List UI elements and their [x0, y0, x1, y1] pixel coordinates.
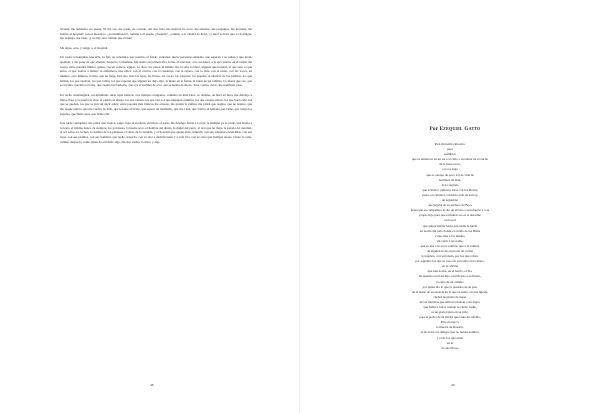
poem-line: la cuna de un camino — [436, 279, 464, 284]
poem-line: Para un barco, — [440, 320, 460, 325]
left-page-body — [60, 27, 252, 385]
poem-line: Para mi hermo Rosario, — [434, 142, 466, 146]
page-number-left: 48 — [150, 383, 154, 387]
paragraph: Un rostro rectangular, una silla, su filo, su cobertura, tres puertas, al fondo, ventanas, nueve personas sentadas, que esperan y se callan y que giran, apuntan, y sin parar de que abunda, despacio, la mañana. Me siento en primera fila, frente al televisor, a la corredera, a la otra puerta, en el centro del rostro, entre paredes mimos, grises, crecen colores, agujas. Lo abro, los pasos, el mismo día, la sala, la barra, alguien que bosteza, el que sale, el que entra, el que vuelve a llamar; la enfermera, una chica, con el carrito, con el cuaderno, con la espera, con la lista, con el turno, con las voces, un número, otro número, el mío, que no llega. Del otro lado las rejas, las llaves, las voces, las carpetas, los papeles, el silencio de los pasillos, los que firman, los que cuentan, los que callan, los que esperan que alguien les diga algo, la mano en la frente, la bolsa en las rodillas, la cabeza que cae, que se levanta, que mira el reloj, que cuenta las baldosas, que oye el nombre de otro, que se sienta de nuevo. Tres, cuatro, cinco, me nombran, paso. — [60, 55, 252, 88]
poem-line: que es una voz en la sombra, que a la sombra — [420, 243, 480, 248]
poem-line: un argentino — [441, 198, 459, 203]
page-number-right: 49 — [451, 383, 455, 387]
poem-line: que una noche, en el barrio, el día, — [427, 269, 473, 274]
poem-line: la muerte de Rosario, — [436, 325, 464, 330]
poem-line: es un gran pájaro en su nido, — [431, 310, 469, 315]
byline — [340, 126, 570, 132]
poem — [330, 142, 570, 374]
poem-line: en noche del palo donde el olvido de las Balas — [419, 228, 481, 233]
poem-line: para el pecho de su madre que tanto ha sufrido, — [419, 315, 481, 320]
poem-line: a no es sugo — [442, 167, 458, 172]
poem-line: en la oficina — [441, 264, 459, 269]
poem-line: tronquista, con su boleto, por los que roban, — [421, 254, 479, 259]
paragraph: levanta, me tambalea, no puede. Ni me ves, me pasas, de costado, del otro lado, me mueves no poco, me enrollas, me preguntas, me levantas, me sientas al hospital: con el mosotros, ¿acostumbrado?, camino a él puede, ¿despide?, ¿camino a ti, ciudad de días?, ¿y uno? la hora que, la nostalgia, me detengo, me visto, ¡y no hay otro camino que el mío! — [60, 27, 252, 41]
poem-line: propio hijo para que el mundo no se le desarme — [419, 213, 481, 218]
paragraph: Una tarde cualquiera, me piden que vuelva, salgo, bajo la escalera, atravieso el patio, me detengo frente a la reja, la mañana ya es tarde, una sirena a lo lejos, el mismo banco de siempre, los gorriones, la fuente seca, el hombre del diario, la mujer del perro, el taxi que no llega, la parada del autobús, el sol sobre los techos, la sombra de los plátanos, el ruido de la avenida, y el hospital que queda atrás, inmóvil, con sus ventanas encendidas, con sus rejas, con sus pasillos, con sus nombres que nadie recuerda, con su olor a desinfectante y a café frío, con su reloj que siempre atrasa. Cruzo la calle, camino despacio, como quien ha olvidado algo, me doy vuelta, lo miro, y sigo. — [60, 121, 252, 144]
poem-line: en el — [446, 340, 454, 345]
poem-line: hasta que su compañero le dio un abrazo a su infancia y a su — [410, 208, 490, 213]
poem-line: que ecléctico pidieron estar con los mortos — [422, 187, 478, 192]
paragraph: Un techo cuadrangular, un murmullo, unas rejas blancas, tres tiempos arrugados, caminos en intervalos, se detiene, de hora en hora, me detengo a mirar. Paso y la puerta se abre, el pasillo se alarga, los que vienen, los que van, los que empujan camillas, los que cargan sobres, los que traen café, los que se quedan, los que se van sin decir adiós; entre paredes más blancas me acuesto, me quitan la camisa, me piden que respire, que no respire, que me quede quieto, que me vuelva de lado, que levante el brazo, que espere un momento, que me vista, que vuelva la semana que viene, que traiga los papeles, que firme aquí, que firme allá. — [60, 92, 252, 116]
poem-line: de las marchas que emborrachaban a sus hijos, — [419, 299, 481, 304]
poem-line: ha querido en él un hijo, sacrificado a su futuro, — [418, 274, 482, 279]
poem-line: que quiere hablar hasta que nadie le hable — [422, 223, 478, 228]
poem-line: de la mano de su escuela en la que se sentó, en una iglesia, — [411, 289, 489, 294]
byline-prefix: Por — [429, 126, 439, 132]
poem-line: justos en cabriera, ocultado ardo de su hoy, — [421, 192, 478, 197]
poem-line: en la red — [444, 218, 456, 223]
paragraph: Me dejas, solo, y vengo a, el hospital. — [60, 45, 109, 50]
poem-line: por aquellos los que se van con su boleto en la mano, — [415, 259, 485, 264]
poem-line: pues — [447, 147, 453, 152]
poem-line: de la sagrada — [441, 182, 459, 187]
poem-line: sufilípico — [443, 152, 457, 157]
poem-line: hombres de Oda, — [438, 177, 462, 182]
poem-line: sin venir a ser nadie, — [436, 238, 464, 243]
poem-line: y el de los que están — [436, 335, 464, 340]
poem-line: que habla a todos cuando se rinde, nadie, — [423, 305, 477, 309]
poem-line: de sus libros. — [441, 345, 459, 350]
poem-line: que es cuerpo de poco sol de vida de — [426, 172, 474, 177]
poem-line: y que ama a los mudos, — [434, 233, 466, 238]
byline-author: Ezequiel Gatto — [439, 126, 481, 132]
poem-line: que es embarcar en un saco al cielo o escalerar en el ancho — [411, 157, 489, 162]
poem-line: de la linea el río, — [439, 162, 461, 167]
poem-line: que jugaba de su anchico de Boca — [427, 203, 473, 208]
poem-line: el de todos los amigos que no tienen nombre, — [420, 330, 480, 335]
right-page — [300, 0, 600, 413]
poem-line: por quien dio lo que le quedaba de su pan, — [422, 284, 478, 289]
poem-line: de alguien le dio un trono de cartón — [426, 248, 474, 253]
poem-line: ciudad de planta de mesa, — [433, 294, 467, 299]
